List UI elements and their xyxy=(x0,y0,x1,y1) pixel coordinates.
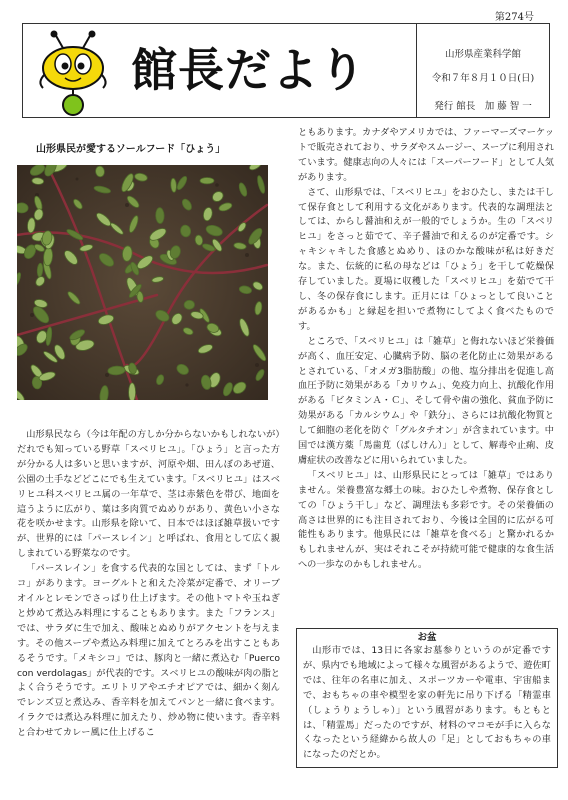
article-paragraph: 「スベリヒユ」は、山形県民にとっては「雑草」ではありません。栄養豊富な郷土の味。おひたしや煮物、保存食としての「ひょう干し」など、調理法も多彩です。その栄養価の高さは世界的にも注目されており、今後は全国的に広がる可能性もあります。他県民には「雑草を食べる」と驚かれるかもしれませんが、実はそれこそが持続可能で健康的な食生活への一歩なのかもしれません。 xyxy=(298,469,554,571)
page-title: 館長だより xyxy=(131,43,366,97)
box-title: お盆 xyxy=(417,632,437,643)
issue-number: 第274号 xyxy=(494,12,534,23)
article-paragraph: 山形県民なら（今は年配の方しか分からないかもしれないが）だれでも知っている野草「スベリヒユ」。「ひょう」と言った方が分かる人は多いと思いますが、河原や畑、田んぼのあぜ道、公園の土手などどこにでも生えています。「スベリヒユ」はスベリヒユ科スベリヒユ属の一年草で、茎は赤紫色を帯び、地面を這うように広がり、葉は多肉質でぬめりがあり、黄色い小さな花を咲かせます。山形県を除いて、日本ではほぼ雑草扱いですが、世界的には「パースレイン」と呼ばれ、食用として広く親しまれている野菜なのです。 xyxy=(17,429,280,560)
leaf-shape xyxy=(155,208,164,224)
article-title: 山形県民が愛するソールフード「ひょう」 xyxy=(36,144,226,155)
purslane-photo xyxy=(17,165,268,400)
article-paragraph: ともあります。カナダやアメリカでは、ファーマーズマーケットで販売されており、サラダやスムージー、スープに利用されています。健康志向の人々には「スーパーフード」として人気があります。 xyxy=(298,127,554,183)
article-paragraph: 「パースレイン」を食する代表的な国としては、まず「トルコ」があります。ヨーグルトと和えた冷菜が定番で、オリーブオイルとレモンでさっぱり仕上げます。その他トマトや玉ねぎと炒めて煮込み料理にすることもあります。また「フランス」では、サラダに生で加え、酸味とぬめりがアクセントを与えます。その他スープや煮込み料理に加えてとろみを出すこともあるそうです。「メキシコ」では、豚肉と一緒に煮込む「Puerco con verdolagas」が代表的です。スベリヒユの酸味が肉の脂とよく合うそうです。エリトリアやエチオピアでは、細かく刻んでレンズ豆と煮込み、香辛料を加えてパンと一緒に食べます。イラクでは煮込み料理に加えたり、炒め物に使います。香辛料と合わせてカレー風に仕上げるこ xyxy=(17,563,280,739)
article-left-column xyxy=(17,428,280,741)
leaf-shape xyxy=(129,383,136,400)
issue-date: 令和７年８月１０日(日) xyxy=(431,73,535,84)
publisher-line: 発行 館長 加 藤 智 一 xyxy=(434,101,532,112)
leaf-shape xyxy=(37,263,43,277)
mascot-logo xyxy=(33,30,115,116)
article-right-column xyxy=(298,126,554,573)
article-paragraph: ところで、「スベリヒユ」は「雑草」と侮れないほど栄養価が高く、血圧安定、心臓病予防、脳の老化防止に効果があるとされている、「オメガ3脂肪酸」の他、塩分排出を促進し高血圧予防に効果がある「カリウム」、免疫力向上、抗酸化作用がある「ビタミンＡ・Ｃ」、そして骨や歯の強化、貧血予防に効果がある「カルシウム」や「鉄分」、さらには抗酸化物質として細胞の老化を防ぐ「グルタチオン」が含まれています。中国では漢方薬「馬歯莧（ばしけん）」として、解毒や止痢、皮膚症状の改善などに用いられていました。 xyxy=(298,335,554,466)
article-paragraph: さて、山形県では、「スベリヒユ」をおひたし、または干して保存食として利用する文化があります。代表的な調理法としては、からし醤油和えが一般的でしょうか。生の「スベリヒユ」をさっと茹でて、辛子醤油で和えるのが定番です。シャキシャキした食感とぬめり、ほのかな酸味が私は好きだな。また、伝統的に私の母などは「ひょう」を干して乾燥保存していました。夏場に収穫した「スベリヒユ」を茹でて干し、冬の保存食にします。正月には「ひょっとして良いことがあるかも」と縁起を担いで煮物にしてよく食べたものです。 xyxy=(298,186,554,332)
obon-column-box xyxy=(296,628,558,768)
leaf-shape xyxy=(184,300,195,309)
box-body: 山形市では、13日に各家お墓参りというのが定番ですが、県内でも地域によって様々な風習があるようで、遊佐町では、往年の名車に加え、スポーツカーや電車、宇宙船まで、おもちゃの車や模型を家の軒先に吊り下げる「精霊車（しょうりょうしゃ）」という風習があります。もともとは、「精霊馬」だったのですが、材料のマコモが手に入らなくなったという経緯から故人の「足」としておもちゃの車になったのだとか。 xyxy=(303,645,551,761)
leaf-shape xyxy=(170,178,177,192)
museum-name: 山形県産業科学館 xyxy=(444,49,521,60)
masthead xyxy=(22,23,550,118)
leaf-shape xyxy=(200,178,214,184)
